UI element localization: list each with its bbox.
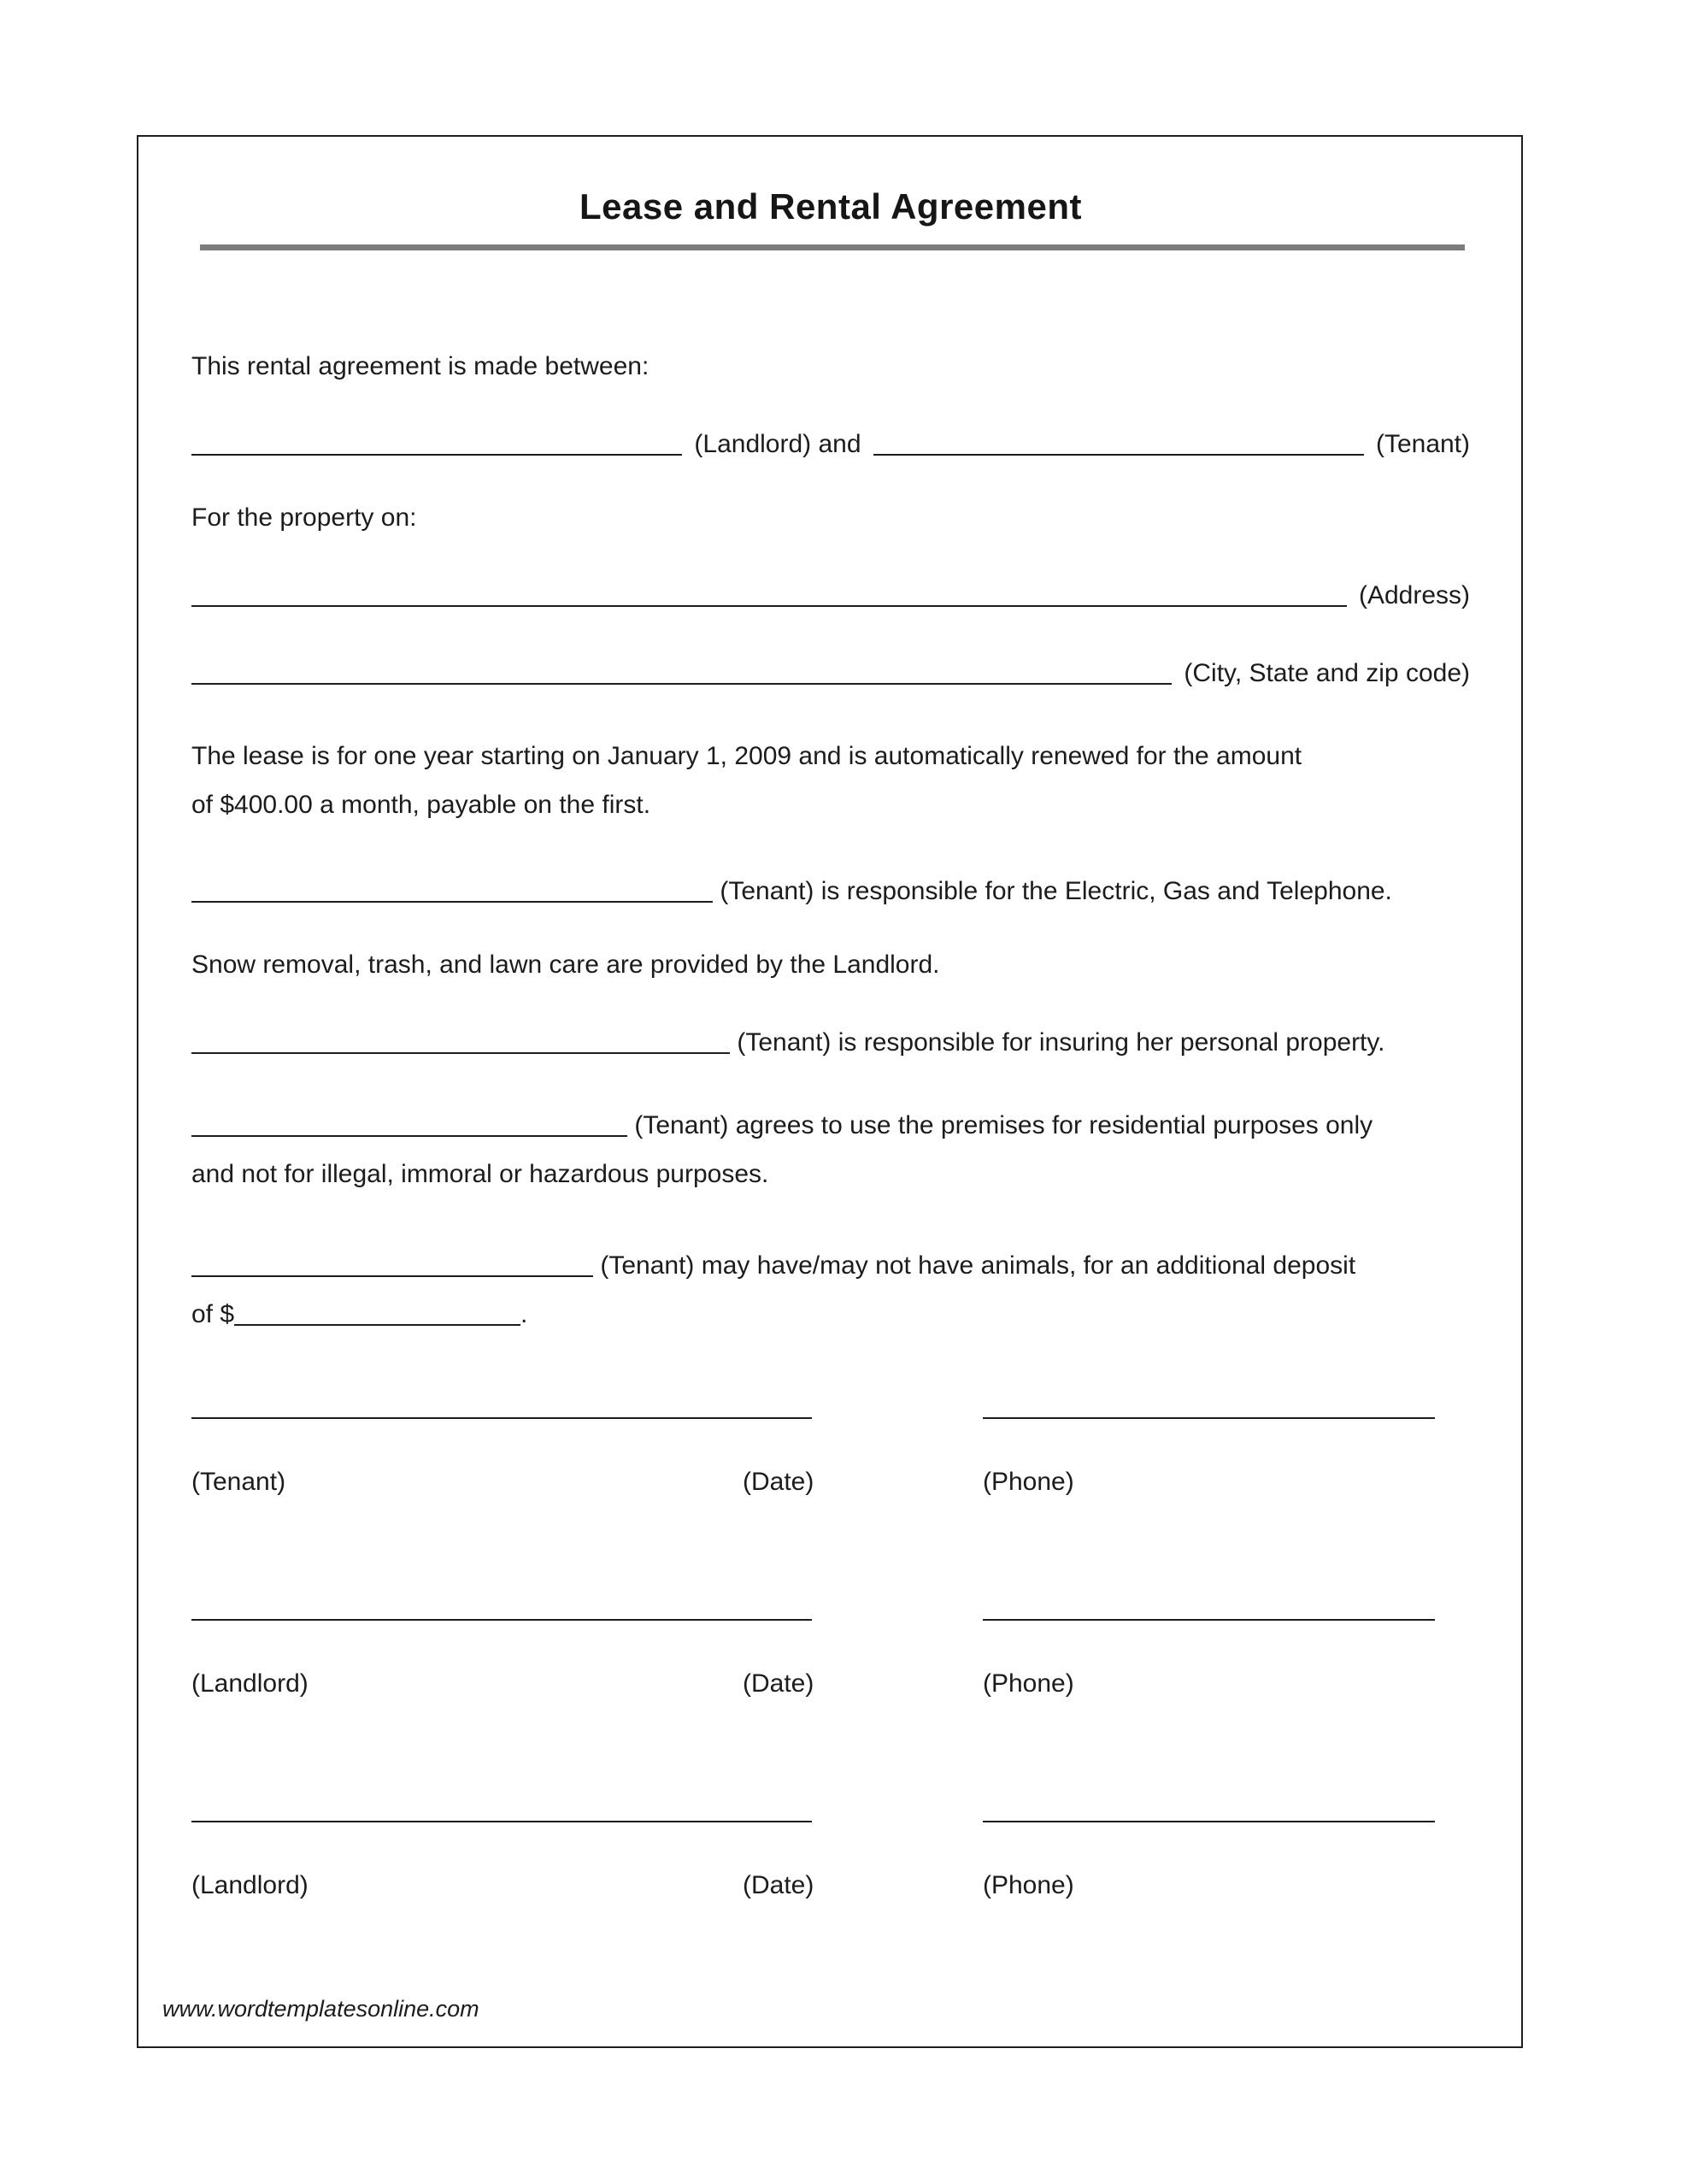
- signature-row-tenant: [191, 1390, 1470, 1498]
- utilities-clause-text: (Tenant) is responsible for the Electric, Gas and Telephone.: [720, 877, 1392, 905]
- animals-clause-line1: (Tenant) may have/may not have animals, for an additional deposit: [600, 1251, 1356, 1280]
- signature-labels: [191, 1467, 1470, 1498]
- premises-clause: [191, 1101, 1470, 1198]
- animals-tenant-name-field[interactable]: [191, 1250, 593, 1277]
- address-field[interactable]: [191, 580, 1347, 607]
- insurance-tenant-name-field[interactable]: [191, 1027, 730, 1054]
- document-content: [138, 137, 1521, 2046]
- city-state-zip-field[interactable]: [191, 657, 1172, 685]
- signature-lines: [191, 1592, 1470, 1621]
- animals-deposit-suffix: .: [520, 1300, 528, 1328]
- date-label: (Date): [743, 1871, 814, 1899]
- lease-terms-paragraph: [191, 732, 1470, 829]
- utilities-clause: [191, 872, 1470, 907]
- landlord-services-clause: Snow removal, trash, and lawn care are provided by the Landlord.: [191, 951, 940, 979]
- insurance-clause-text: (Tenant) is responsible for insuring her personal property.: [737, 1028, 1385, 1057]
- signer-role-label: (Landlord): [191, 1871, 309, 1899]
- phone-label: (Phone): [983, 1669, 1074, 1698]
- address-line: [191, 576, 1470, 611]
- landlord-phone-line[interactable]: [983, 1592, 1435, 1621]
- footer-website-text: www.wordtemplatesonline.com: [162, 1996, 479, 2022]
- insurance-clause: [191, 1023, 1470, 1058]
- signature-lines: [191, 1390, 1470, 1419]
- signer-role-label: (Tenant): [191, 1468, 286, 1496]
- tenant-label: (Tenant): [1375, 430, 1471, 458]
- signature-lines: [191, 1793, 1470, 1822]
- premises-clause-line2: and not for illegal, immoral or hazardous purposes.: [191, 1160, 769, 1188]
- signature-labels: [191, 1870, 1470, 1901]
- landlord-phone-line[interactable]: [983, 1793, 1435, 1822]
- premises-tenant-name-field[interactable]: [191, 1110, 627, 1137]
- lease-terms-line2: of $400.00 a month, payable on the first.: [191, 791, 651, 819]
- date-label: (Date): [743, 1669, 814, 1698]
- city-line: [191, 654, 1470, 689]
- document-border: [137, 135, 1523, 2048]
- animals-deposit-prefix: of $: [191, 1300, 235, 1328]
- title-divider: [200, 244, 1465, 250]
- signature-section: [191, 1390, 1470, 1901]
- landlord-label: (Landlord) and: [694, 430, 861, 458]
- landlord-name-field[interactable]: [191, 428, 682, 456]
- city-label: (City, State and zip code): [1184, 659, 1470, 687]
- signer-role-label: (Landlord): [191, 1669, 309, 1698]
- address-label: (Address): [1358, 581, 1470, 609]
- date-label: (Date): [743, 1468, 814, 1496]
- premises-clause-line1: (Tenant) agrees to use the premises for residential purposes only: [634, 1111, 1373, 1139]
- utilities-tenant-name-field[interactable]: [191, 875, 713, 903]
- signature-row-landlord-1: [191, 1592, 1470, 1699]
- phone-label: (Phone): [983, 1468, 1074, 1496]
- tenant-signature-line[interactable]: [191, 1390, 812, 1419]
- animal-deposit-amount-field[interactable]: [234, 1298, 520, 1326]
- document-title: Lease and Rental Agreement: [579, 186, 1082, 227]
- parties-line: [191, 425, 1470, 460]
- phone-label: (Phone): [983, 1871, 1074, 1899]
- animals-clause: [191, 1241, 1470, 1339]
- property-heading: For the property on:: [191, 503, 417, 532]
- tenant-name-field[interactable]: [873, 428, 1364, 456]
- lease-terms-line1: The lease is for one year starting on January 1, 2009 and is automatically renewed for the amount: [191, 742, 1302, 770]
- signature-labels: [191, 1669, 1470, 1699]
- tenant-phone-line[interactable]: [983, 1390, 1435, 1419]
- landlord-signature-line[interactable]: [191, 1793, 812, 1822]
- intro-text: This rental agreement is made between:: [191, 352, 650, 380]
- document-body: [191, 351, 1470, 1901]
- landlord-signature-line[interactable]: [191, 1592, 812, 1621]
- signature-row-landlord-2: [191, 1793, 1470, 1901]
